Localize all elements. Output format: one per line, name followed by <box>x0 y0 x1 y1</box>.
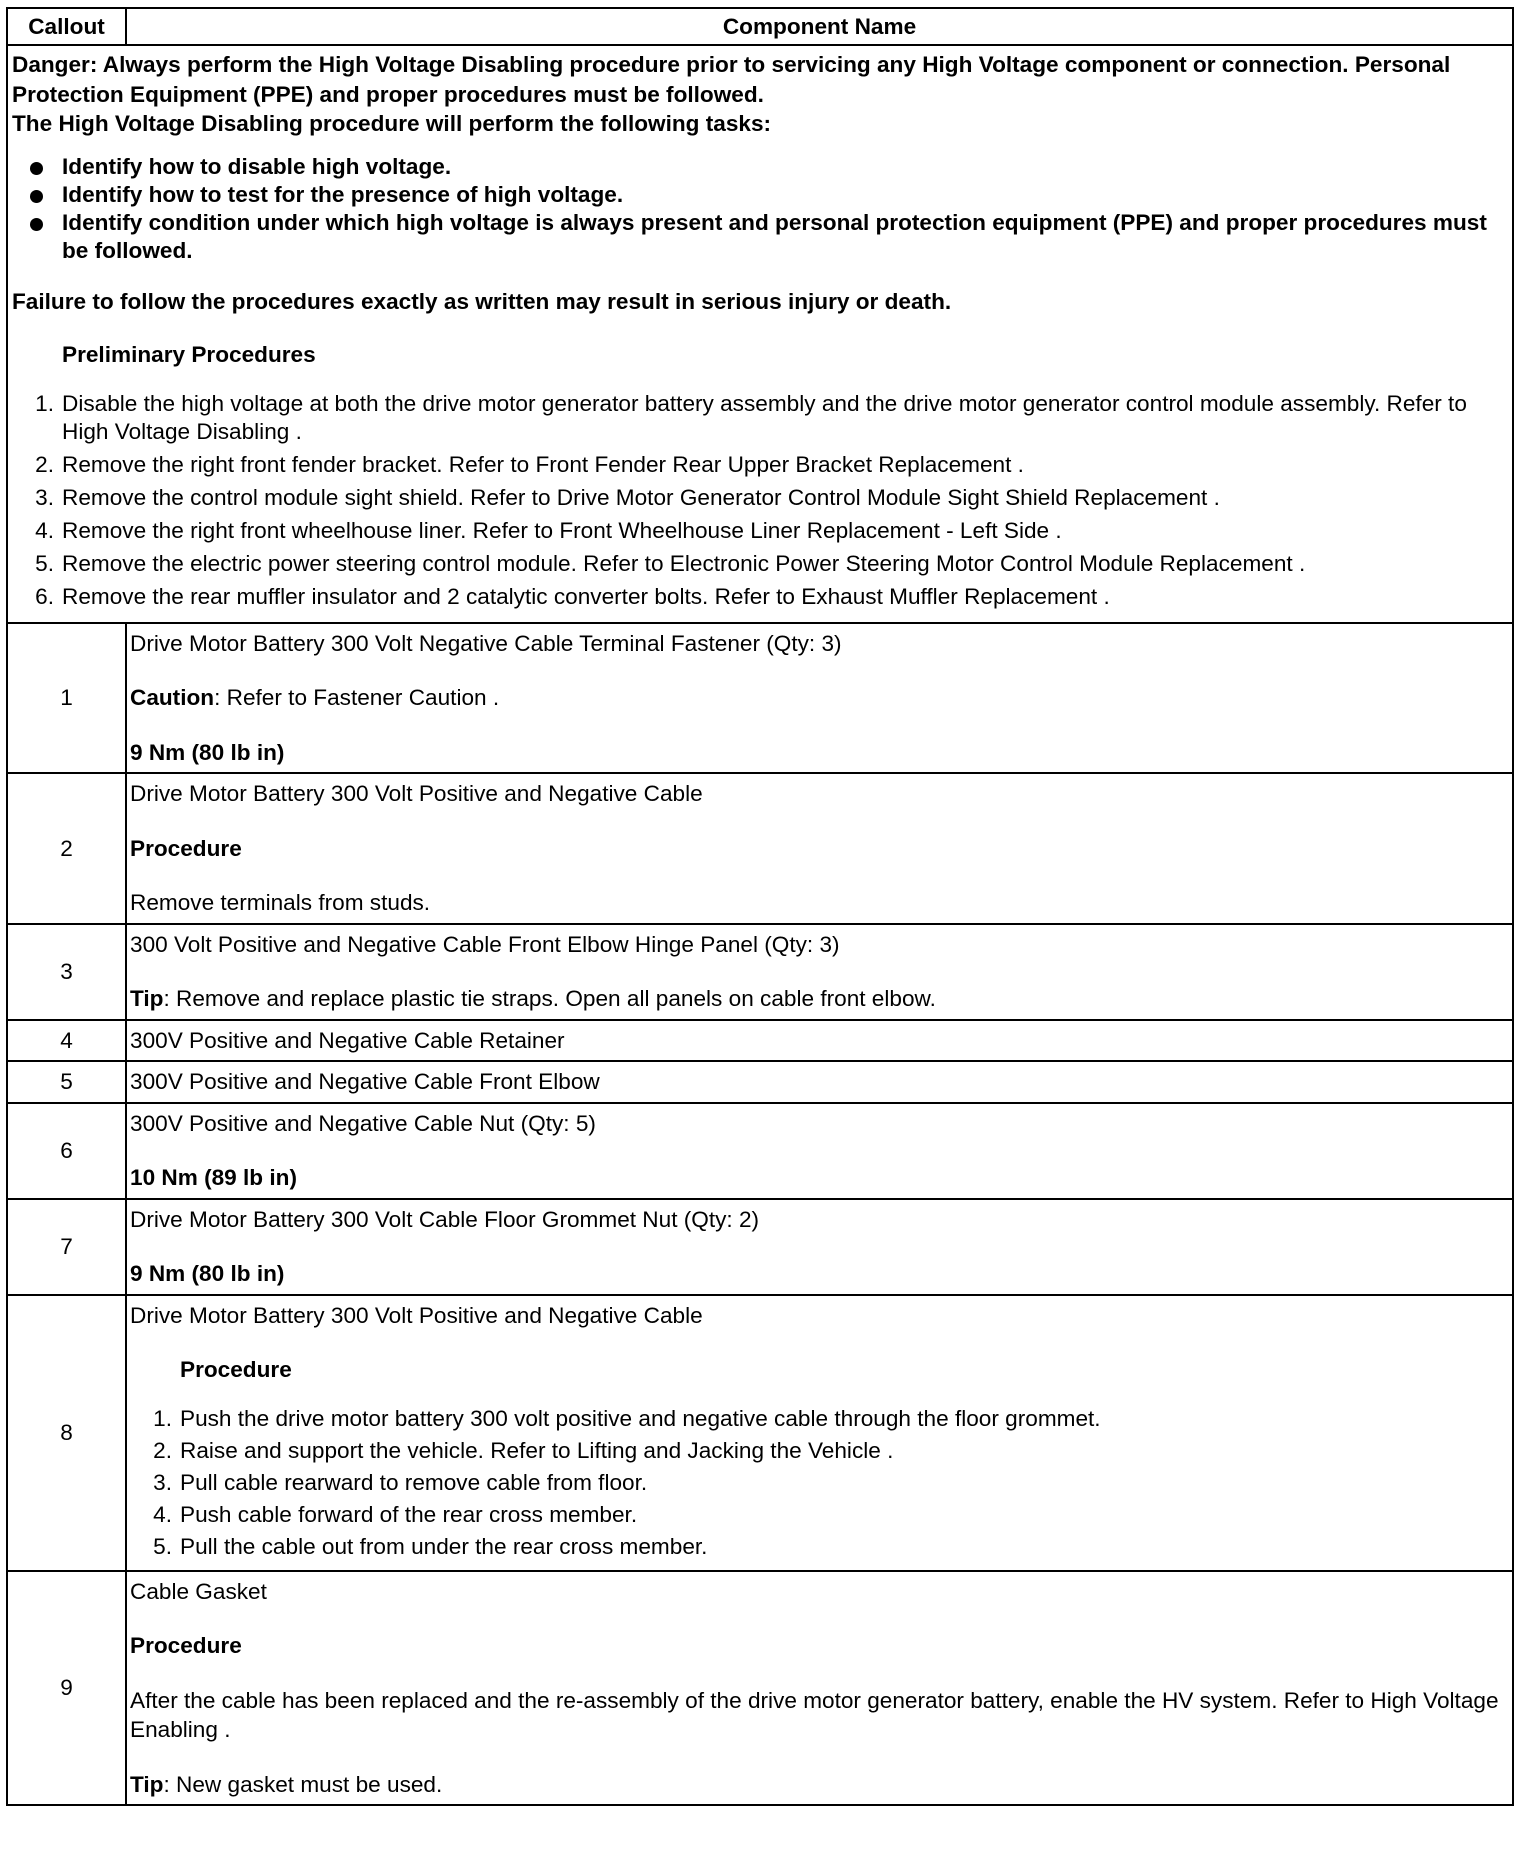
header-component-name: Component Name <box>126 8 1513 45</box>
component-cell <box>126 623 1513 774</box>
caution-note: Caution: Refer to Fastener Caution . <box>130 685 500 710</box>
list-item: 1. Disable the high voltage at both the drive motor generator battery assembly and the drive motor generator control module assembly. Refer to High Voltage Disabling . <box>35 390 1467 444</box>
component-name: Drive Motor Battery 300 Volt Negative Cable Terminal Fastener (Qty: 3) <box>130 630 842 656</box>
torque-spec: 9 Nm (80 lb in) <box>130 1261 285 1286</box>
table-row <box>7 1295 1513 1571</box>
procedure-text: After the cable has been replaced and the re-assembly of the drive motor generator battery, enable the HV system. Refer to High Voltage Enabling . <box>130 1687 1499 1742</box>
callout-number: 6 <box>7 1103 126 1199</box>
callout-number: 2 <box>7 773 126 924</box>
table-row <box>7 773 1513 924</box>
callout-number: 7 <box>7 1199 126 1295</box>
tip-note: Tip: Remove and replace plastic tie straps. Open all panels on cable front elbow. <box>130 986 936 1011</box>
component-cell <box>126 1571 1513 1806</box>
table-row <box>7 1103 1513 1199</box>
procedure-label: Procedure <box>180 1357 292 1382</box>
component-cell <box>126 924 1513 1020</box>
component-name: 300V Positive and Negative Cable Retainer <box>130 1027 565 1053</box>
callout-number: 8 <box>7 1295 126 1571</box>
component-cell <box>126 1199 1513 1295</box>
list-item: Identify condition under which high voltage is always present and personal protection equipment (PPE) and proper procedures must be followed. <box>12 209 1506 265</box>
component-name: Cable Gasket <box>130 1578 267 1604</box>
callout-number: 9 <box>7 1571 126 1806</box>
header-row <box>7 8 1513 45</box>
table-row <box>7 1571 1513 1806</box>
tip-note: Tip: New gasket must be used. <box>130 1771 443 1797</box>
danger-tasks-intro: The High Voltage Disabling procedure will perform the following tasks: <box>12 111 772 136</box>
list-item: 5. Remove the electric power steering control module. Refer to Electronic Power Steering Motor Control Module Replacement . <box>35 550 1306 576</box>
procedure-label: Procedure <box>130 1633 242 1658</box>
callout-number: 3 <box>7 924 126 1020</box>
component-cell <box>126 1103 1513 1199</box>
bullet-icon <box>30 162 43 175</box>
danger-warning: Danger: Always perform the High Voltage Disabling procedure prior to servicing any High Voltage component or connection. Personal Protection Equipment (PPE) and proper procedures must be followed. <box>12 52 1451 107</box>
list-item: 2. Raise and support the vehicle. Refer to Lifting and Jacking the Vehicle . <box>153 1437 894 1463</box>
header-callout: Callout <box>7 8 126 45</box>
torque-spec: 9 Nm (80 lb in) <box>130 739 285 765</box>
danger-cell <box>7 45 1513 623</box>
list-item: Identify how to disable high voltage. <box>12 153 1506 181</box>
procedure-steps <box>130 1405 1506 1561</box>
component-cell <box>126 1020 1513 1062</box>
preliminary-title: Preliminary Procedures <box>62 342 316 367</box>
table-row <box>7 1020 1513 1062</box>
bullet-icon <box>30 218 43 231</box>
list-item: 3. Pull cable rearward to remove cable from floor. <box>153 1469 648 1495</box>
list-item: 2. Remove the right front fender bracket. Refer to Front Fender Rear Upper Bracket Replacement . <box>35 451 1024 477</box>
component-cell <box>126 773 1513 924</box>
procedure-text: Remove terminals from studs. <box>130 890 431 915</box>
component-name: Drive Motor Battery 300 Volt Positive and Negative Cable <box>130 1302 703 1328</box>
list-item: 1. Push the drive motor battery 300 volt positive and negative cable through the floor grommet. <box>153 1405 1101 1431</box>
table-row <box>7 924 1513 1020</box>
component-name: 300 Volt Positive and Negative Cable Front Elbow Hinge Panel (Qty: 3) <box>130 931 840 957</box>
component-table <box>6 7 1514 1806</box>
procedure-label: Procedure <box>130 835 242 861</box>
component-cell <box>126 1295 1513 1571</box>
bullet-icon <box>30 190 43 203</box>
preliminary-steps <box>12 390 1506 611</box>
list-item: Identify how to test for the presence of high voltage. <box>12 181 1506 209</box>
callout-number: 5 <box>7 1061 126 1103</box>
component-name: 300V Positive and Negative Cable Front Elbow <box>130 1069 600 1094</box>
table-row <box>7 623 1513 774</box>
component-name: 300V Positive and Negative Cable Nut (Qty: 5) <box>130 1110 596 1136</box>
component-name: Drive Motor Battery 300 Volt Cable Floor Grommet Nut (Qty: 2) <box>130 1206 760 1232</box>
table-row <box>7 1199 1513 1295</box>
list-item: 5. Pull the cable out from under the rear cross member. <box>153 1533 708 1559</box>
list-item: 4. Push cable forward of the rear cross member. <box>153 1501 638 1527</box>
component-cell <box>126 1061 1513 1103</box>
component-name: Drive Motor Battery 300 Volt Positive and Negative Cable <box>130 781 703 806</box>
list-item: 3. Remove the control module sight shield. Refer to Drive Motor Generator Control Module Sight Shield Replacement . <box>35 484 1220 510</box>
failure-warning: Failure to follow the procedures exactly as written may result in serious injury or death. <box>12 288 952 314</box>
callout-number: 1 <box>7 623 126 774</box>
danger-row <box>7 45 1513 623</box>
danger-task-list <box>12 153 1506 265</box>
callout-number: 4 <box>7 1020 126 1062</box>
table-row <box>7 1061 1513 1103</box>
list-item: 6. Remove the rear muffler insulator and 2 catalytic converter bolts. Refer to Exhaust Muffler Replacement . <box>35 583 1110 609</box>
list-item: 4. Remove the right front wheelhouse liner. Refer to Front Wheelhouse Liner Replacement - Left Side . <box>35 517 1062 543</box>
torque-spec: 10 Nm (89 lb in) <box>130 1165 297 1190</box>
